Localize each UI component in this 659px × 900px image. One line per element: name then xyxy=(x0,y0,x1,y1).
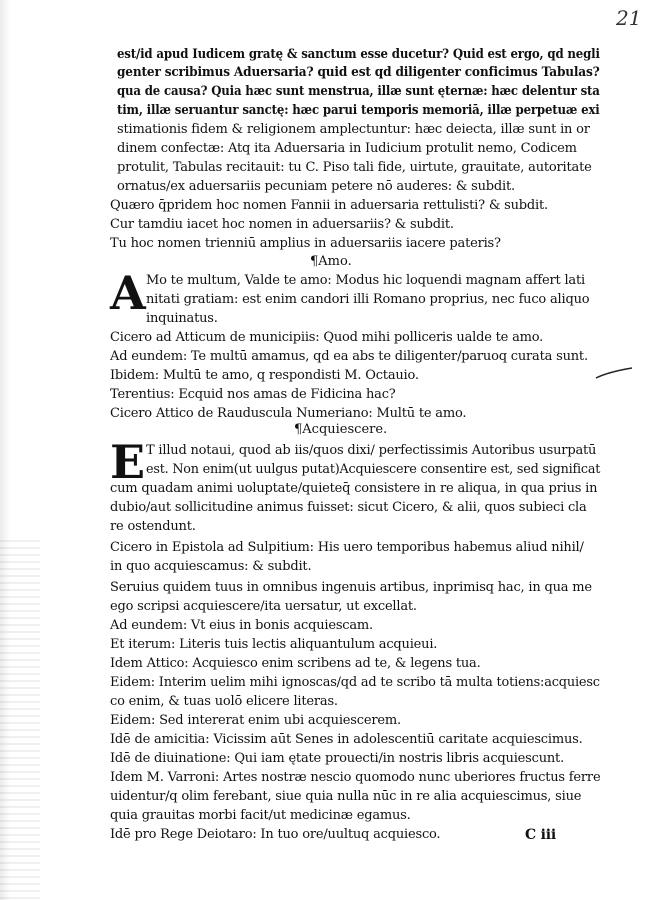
drop-cap-a: A xyxy=(110,266,146,320)
drop-cap-e: E xyxy=(110,435,146,489)
folio-number: 21 xyxy=(616,6,642,30)
text-line: uidentur/q olim ferebant, siue quia nulla nūc in re alia acquiescimus, siue xyxy=(110,789,582,804)
text-line: Seruius quidem tuus in omnibus ingenuis artibus, inprimisq hac, in qua me xyxy=(110,580,592,595)
text-line: in quo acquiescamus: & subdit. xyxy=(110,559,312,574)
text-line: re ostendunt. xyxy=(110,519,196,534)
text-line: Idē de amicitia: Vicissim aūt Senes in adolescentiū caritate acquiescimus. xyxy=(110,732,583,747)
text-line: qua de causa? Quia hæc sunt menstrua, illæ sunt ęternæ: hæc delentur sta xyxy=(117,84,600,99)
text-line: tim, illæ seruantur sanctę: hæc parui temporis memoriā, illæ perpetuæ exi xyxy=(117,103,600,118)
text-line: Ad eundem: Te multū amamus, qd ea abs te diligenter/paruoq curata sunt. xyxy=(110,349,588,364)
text-line: est/id apud Iudicem gratę & sanctum esse ducetur? Quid est ergo, qd negli xyxy=(117,47,600,62)
text-line: Et iterum: Literis tuis lectis aliquantulum acquieui. xyxy=(110,637,438,652)
text-line: Cur tamdiu iacet hoc nomen in aduersariis? & subdit. xyxy=(110,217,454,232)
section-heading-amo: ¶Amo. xyxy=(310,254,352,269)
text-line: Cicero ad Atticum de municipiis: Quod mihi polliceris ualde te amo. xyxy=(110,330,544,345)
paragraph-mark-icon: ¶ xyxy=(310,254,319,269)
text-line: Eidem: Sed intererat enim ubi acquiescerem. xyxy=(110,713,401,728)
text-line: dinem confectæ: Atq ita Aduersaria in Iudicium protulit nemo, Codicem xyxy=(117,141,577,156)
text-line: nitati gratiam: est enim candori illi Romano proprius, nec fuco aliquo xyxy=(146,292,590,307)
text-line: Idē pro Rege Deiotaro: In tuo ore/uultuq acquiesco. xyxy=(110,827,441,842)
section-heading-acquiescere: ¶Acquiescere. xyxy=(294,422,388,437)
text-line: est. Non enim(ut uulgus putat)Acquiescere consentire est, sed significat xyxy=(146,462,601,477)
text-line: cum quadam animi uoluptate/quieteq̄ consistere in re aliqua, in qua prius in xyxy=(110,481,598,496)
text-line: Ibidem: Multū te amo, q respondisti M. Octauio. xyxy=(110,368,419,383)
paragraph-mark-icon: ¶ xyxy=(294,422,303,437)
text-line: Mo te multum, Valde te amo: Modus hic loquendi magnam affert lati xyxy=(146,273,585,288)
text-line: stimationis fidem & religionem amplectuntur: hæc deiecta, illæ sunt in or xyxy=(117,122,590,137)
text-line: genter scribimus Aduersaria? quid est qd diligenter conficimus Tabulas? xyxy=(117,65,600,80)
text-line: Idē de diuinatione: Qui iam ętate prouecti/in nostris libris acquiescunt. xyxy=(110,751,565,766)
text-line: inquinatus. xyxy=(146,311,218,326)
text-line: Eidem: Interim uelim mihi ignoscas/qd ad te scribo tā multa totiens:acquiesc xyxy=(110,675,600,690)
text-line: co enim, & tuas uolō elicere literas. xyxy=(110,694,338,709)
text-line: ornatus/ex aduersariis pecuniam petere nō auderes: & subdit. xyxy=(117,179,515,194)
text-line: quia grauitas morbi facit/ut medicinæ egamus. xyxy=(110,808,411,823)
text-line: Cicero Attico de Rauduscula Numeriano: Multū te amo. xyxy=(110,406,467,421)
text-line: protulit, Tabulas recitauit: tu C. Piso tali fide, uirtute, grauitate, autoritate xyxy=(117,160,592,175)
text-line: Terentius: Ecquid nos amas de Fidicina hac? xyxy=(110,387,396,402)
text-line: Cicero in Epistola ad Sulpitium: His uero temporibus habemus aliud nihil/ xyxy=(110,540,584,555)
text-line: Ad eundem: Vt eius in bonis acquiescam. xyxy=(110,618,373,633)
page-edge-speckle xyxy=(0,540,40,900)
text-line: Idem Attico: Acquiesco enim scribens ad te, & legens tua. xyxy=(110,656,481,671)
text-line: dubio/aut sollicitudine animus fuisset: sicut Cicero, & alii, quos subieci cla xyxy=(110,500,587,515)
text-line: ego scripsi acquiescere/ita uersatur, ut excellat. xyxy=(110,599,417,614)
pen-stroke-mark xyxy=(594,364,634,382)
text-line: T illud notaui, quod ab iis/quos dixi/ perfectissimis Autoribus usurpatū xyxy=(146,443,597,458)
text-line: Tu hoc nomen trienniū amplius in aduersariis iacere pateris? xyxy=(110,236,501,251)
text-line: Quæro q̄pridem hoc nomen Fannii in aduersaria rettulisti? & subdit. xyxy=(110,198,548,213)
text-line: Idem M. Varroni: Artes nostræ nescio quomodo nunc uberiores fructus ferre xyxy=(110,770,601,785)
signature-mark: C iii xyxy=(525,827,556,843)
